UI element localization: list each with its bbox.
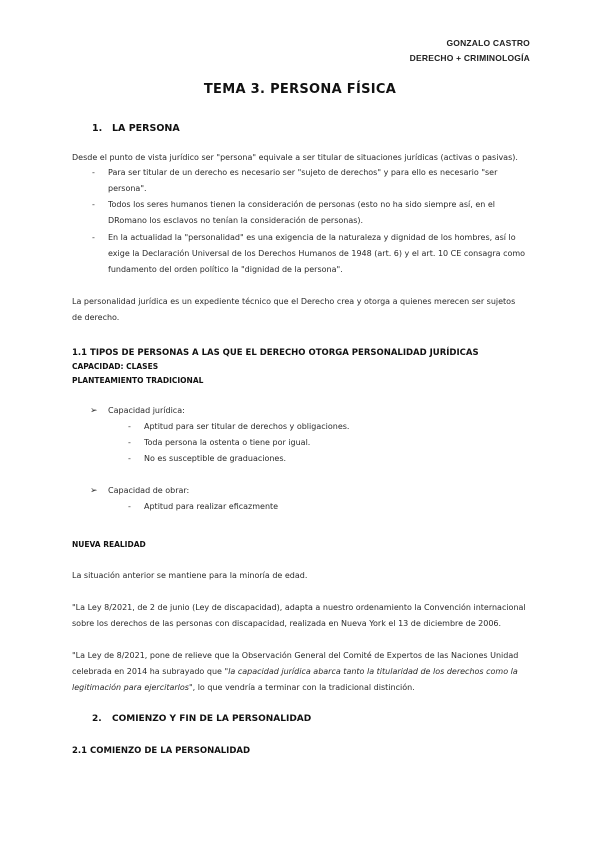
subsection-1-1-heading: 1.1 TIPOS DE PERSONAS A LAS QUE EL DERECHO OTORGA PERSONALIDAD JURÍDICAS xyxy=(72,348,479,358)
dash-marker: - xyxy=(128,454,131,463)
subheading-capacidad: CAPACIDAD: CLASES xyxy=(72,362,159,371)
dash-marker: - xyxy=(128,422,131,431)
subheading-planteamiento: PLANTEAMIENTO TRADICIONAL xyxy=(72,376,204,385)
bullet-line: persona". xyxy=(108,184,147,193)
author-name: GONZALO CASTRO xyxy=(446,38,530,48)
quote-italic: legitimación para ejercitarlos xyxy=(72,683,189,692)
capacidad-obrar-item: Aptitud para realizar eficazmente xyxy=(144,502,279,511)
section-number: 1. xyxy=(92,123,103,134)
capacidad-item: Aptitud para ser titular de derechos y obligaciones. xyxy=(144,422,350,431)
dash-marker: - xyxy=(92,200,95,209)
bullet-line: DRomano los esclavos no tenían la consideración de personas). xyxy=(108,216,364,225)
section-title: LA PERSONA xyxy=(112,123,180,134)
nueva-realidad-p3-line xyxy=(72,683,415,692)
capacidad-item: No es susceptible de graduaciones. xyxy=(144,454,287,463)
closing-line: La personalidad jurídica es un expediente técnico que el Derecho crea y otorga a quienes merecen ser sujetos xyxy=(72,297,516,306)
arrow-bullet-icon: ➢ xyxy=(90,486,98,496)
dash-marker: - xyxy=(128,438,131,447)
arrow-bullet-icon: ➢ xyxy=(90,406,98,416)
capacidad-juridica-label: Capacidad jurídica: xyxy=(108,406,185,415)
section-title: COMIENZO Y FIN DE LA PERSONALIDAD xyxy=(112,714,312,724)
section-2-heading xyxy=(92,714,311,724)
nueva-realidad-p2-line: "La Ley 8/2021, de 2 de junio (Ley de discapacidad), adapta a nuestro ordenamiento la Convención internacional xyxy=(72,603,526,612)
capacidad-obrar-label: Capacidad de obrar: xyxy=(108,486,190,495)
bullet-line: exige la Declaración Universal de los Derechos Humanos de 1948 (art. 6) y el art. 10 CE consagra como xyxy=(108,249,526,258)
nueva-realidad-p3-line xyxy=(72,667,518,676)
subsection-2-1-heading: 2.1 COMIENZO DE LA PERSONALIDAD xyxy=(72,746,251,756)
dash-marker: - xyxy=(92,168,95,177)
nueva-realidad-p2-line: sobre los derechos de las personas con discapacidad, realizada en Nueva York el 13 de diciembre de 2006. xyxy=(72,619,502,628)
nueva-realidad-p1: La situación anterior se mantiene para la minoría de edad. xyxy=(72,571,308,580)
nueva-realidad-p3-line: "La Ley de 8/2021, pone de relieve que la Observación General del Comité de Expertos de las Naciones Unidad xyxy=(72,651,519,660)
bullet-line: Todos los seres humanos tienen la consideración de personas (esto no ha sido siempre así, en el xyxy=(108,200,496,209)
dash-marker: - xyxy=(92,233,95,242)
bullet-line: En la actualidad la "personalidad" es una exigencia de la naturaleza y dignidad de los hombres, así lo xyxy=(108,233,516,242)
closing-line: de derecho. xyxy=(72,313,120,322)
section-1-heading xyxy=(92,123,180,134)
intro-paragraph: Desde el punto de vista jurídico ser "persona" equivale a ser titular de situaciones jurídicas (activas o pasivas). xyxy=(72,153,518,162)
quote-italic: la capacidad jurídica abarca tanto la titularidad de los derechos como la xyxy=(228,667,518,676)
nueva-realidad-heading: NUEVA REALIDAD xyxy=(72,540,146,549)
subject-label: DERECHO + CRIMINOLOGÍA xyxy=(409,53,530,63)
bullet-line: fundamento del orden político la "dignidad de la persona". xyxy=(108,265,343,274)
section-number: 2. xyxy=(92,714,102,724)
dash-marker: - xyxy=(128,502,131,511)
capacidad-item: Toda persona la ostenta o tiene por igual. xyxy=(144,438,311,447)
bullet-line: Para ser titular de un derecho es necesario ser "sujeto de derechos" y para ello es necesario "ser xyxy=(108,168,498,177)
quote-lead: celebrada en 2014 ha subrayado que " xyxy=(72,667,229,676)
page-title: TEMA 3. PERSONA FÍSICA xyxy=(203,82,397,97)
quote-tail: ", lo que vendría a terminar con la tradicional distinción. xyxy=(188,683,415,692)
